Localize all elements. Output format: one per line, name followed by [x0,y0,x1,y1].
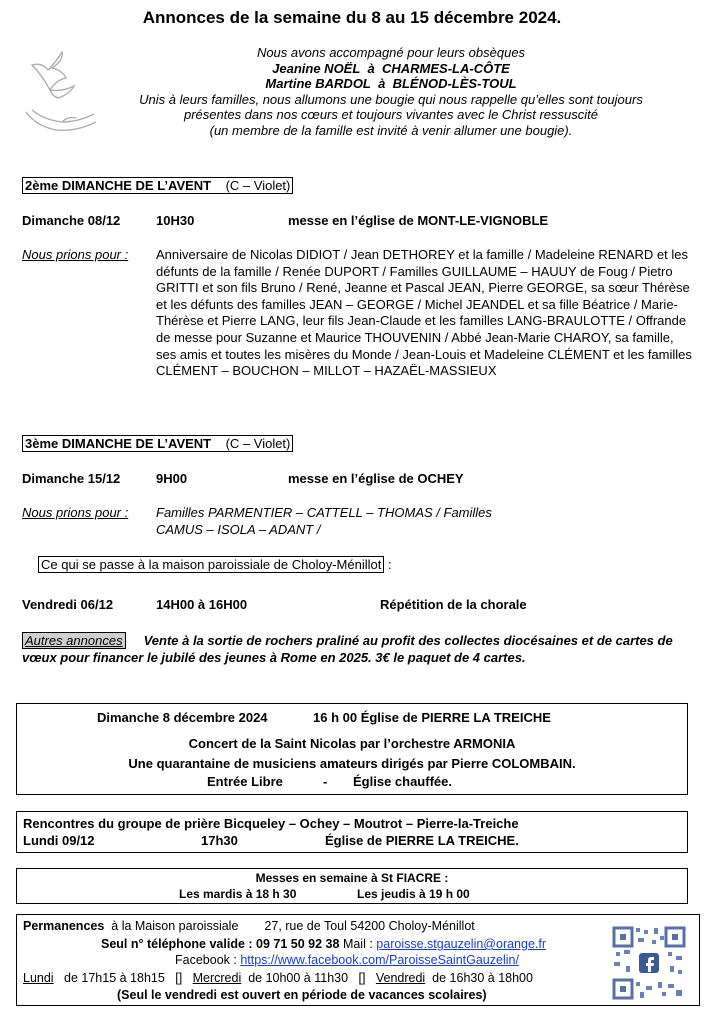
perm-line-4 [23,971,533,985]
semaine-box [16,868,688,904]
dove-hands-icon [22,50,102,140]
obituary-intro [96,45,686,139]
perm-lundi-time: de 17h15 à 18h15 [64,971,165,985]
sunday3-time: 9H00 [156,471,188,486]
priere-box [16,811,688,853]
maison-heading [38,557,392,572]
intro-line: présentes dans nos cœurs et toujours vivantes avec le Christ ressuscité [183,107,598,123]
perm-location: à la Maison paroissiale [111,919,239,933]
sunday2-title: 2ème DIMANCHE DE L’AVENT [25,178,212,193]
perm-line-2 [101,937,546,951]
sunday2-intentions: Anniversaire de Nicolas DIDIOT / Jean DETHOREY et la famille / Madeleine RENARD et les défunts de la famille / Renée DUPORT / Familles GUILLAUME – HAUUY de Foug / Pietro GRITTI et son fils Bruno / René, Jeanne et Pascal JEAN, Pierre GEORGE, sa sœur Thérèse et les défunts des familles JEAN – GEORGE / Michel JEANDEL et sa fille Béatrice / Marie-Thérèse et Pierre LANG, leur fils Jean-Claude et les familles LANG-BRAULOTTE / Offrande de messe pour Suzanne et Maurice THOUVENIN / Abbé Jean-Marie CHAROY, sa famille, ses amis et toutes les misères du Monde / Jean-Louis et Madeleine CLÉMENT et les familles CLÉMENT – BOUCHON – MILLOT – HAZAËL-MASSIEUX [156,247,692,379]
semaine-title: Messes en semaine à St FIACRE : [255,871,449,885]
qr-code-facebook-icon [612,926,686,1000]
sunday2-mass: messe en l’église de MONT-LE-VIGNOBLE [288,213,549,228]
perm-phone: Seul n° téléphone valide : 09 71 50 92 38 [101,937,340,951]
person-name: Jeanine NOËL [272,60,361,76]
semaine-jeudi: Les jeudis à 19 h 00 [357,887,470,901]
perm-vendredi: Vendredi [375,971,426,985]
maison-colon: : [387,557,392,572]
sunday2-date: Dimanche 08/12 [22,213,121,228]
sunday2-liturgy: (C – Violet) [225,178,291,193]
maison-title: Ce qui se passe à la maison paroissiale de Choloy-Ménillot [38,556,384,573]
sunday3-intentions: Familles PARMENTIER – CATTELL – THOMAS / Familles CAMUS – ISOLA – ADANT / [156,505,492,537]
person-place: CHARMES-LA-CÔTE [382,60,510,76]
perm-sep: [] [175,971,183,985]
maison-date: Vendredi 06/12 [22,597,114,612]
concert-box [16,703,688,795]
perm-sep: [] [358,971,366,985]
perm-facebook-link[interactable]: https://www.facebook.com/ParoisseSaintGauzelin/ [240,953,519,967]
perm-line-3 [175,953,519,967]
page-title: Annonces de la semaine du 8 au 15 décembre 2024. [142,8,562,27]
sunday3-date: Dimanche 15/12 [22,471,121,486]
sunday3-heading [22,436,293,451]
perm-facebook-label: Facebook : [175,953,237,967]
perm-vendredi-time: de 16h30 à 18h00 [432,971,533,985]
intro-person-1 [96,61,686,77]
perm-label: Permanences [23,919,105,933]
perm-line-1 [23,919,475,933]
priere-time: 17h30 [201,833,238,848]
intro-line: Nous avons accompagné pour leurs obsèques [256,45,526,60]
perm-mercredi: Mercredi [192,971,242,985]
sunday3-mass: messe en l’église de OCHEY [288,471,464,486]
sunday3-pray-label: Nous prions pour : [22,505,129,520]
concert-time-place: 16 h 00 Église de PIERRE LA TREICHE [313,710,551,725]
concert-line: Une quarantaine de musiciens amateurs dirigés par Pierre COLOMBAIN. [128,756,576,771]
concert-date: Dimanche 8 décembre 2024 [97,710,268,725]
perm-lundi: Lundi [23,971,54,985]
sunday2-time: 10H30 [156,213,195,228]
autres-label: Autres annonces [22,632,126,649]
intro-line: (un membre de la famille est invité à venir allumer une bougie). [209,122,573,138]
word-a: à [378,76,386,92]
concert-entry: Entrée Libre [207,774,283,789]
priere-place: Église de PIERRE LA TREICHE. [325,833,519,848]
sunday2-pray-label: Nous prions pour : [22,247,129,262]
priere-line: Rencontres du groupe de prière Bicqueley – Ochey – Moutrot – Pierre-la-Treiche [23,816,519,831]
concert-line: Concert de la Saint Nicolas par l’orchestre ARMONIA [188,736,516,751]
person-place: BLÉNOD-LÈS-TOUL [392,76,517,92]
autres-text: Vente à la sortie de rochers praliné au profit des collectes diocésaines et de cartes de vœux pour financer le jubilé des jeunes à Rome en 2025. 3€ le paquet de 4 cartes. [22,633,673,665]
sunday3-title: 3ème DIMANCHE DE L’AVENT [25,436,212,451]
concert-heated: Église chauffée. [353,774,452,789]
permanences-box [16,914,700,1006]
perm-mercredi-time: de 10h00 à 11h30 [248,971,349,985]
word-a: à [367,60,375,76]
concert-dash: - [323,774,328,789]
priere-date: Lundi 09/12 [23,833,95,848]
intro-person-2 [96,76,686,92]
semaine-mardi: Les mardis à 18 h 30 [179,887,297,901]
sunday2-heading [22,178,293,193]
sunday3-liturgy: (C – Violet) [225,436,291,451]
perm-note: (Seul le vendredi est ouvert en période de vacances scolaires) [117,988,487,1002]
intro-line: Unis à leurs familles, nous allumons une bougie qui nous rappelle qu’elles sont toujours [139,91,643,107]
perm-mail-link[interactable]: paroisse.stgauzelin@orange.fr [376,937,547,951]
maison-time: 14H00 à 16H00 [156,597,248,612]
perm-mail-label: Mail : [342,937,373,951]
maison-event: Répétition de la chorale [380,597,527,612]
autres-annonces [22,632,692,666]
person-name: Martine BARDOL [265,76,371,92]
perm-address: 27, rue de Toul 54200 Choloy-Ménillot [264,919,475,933]
